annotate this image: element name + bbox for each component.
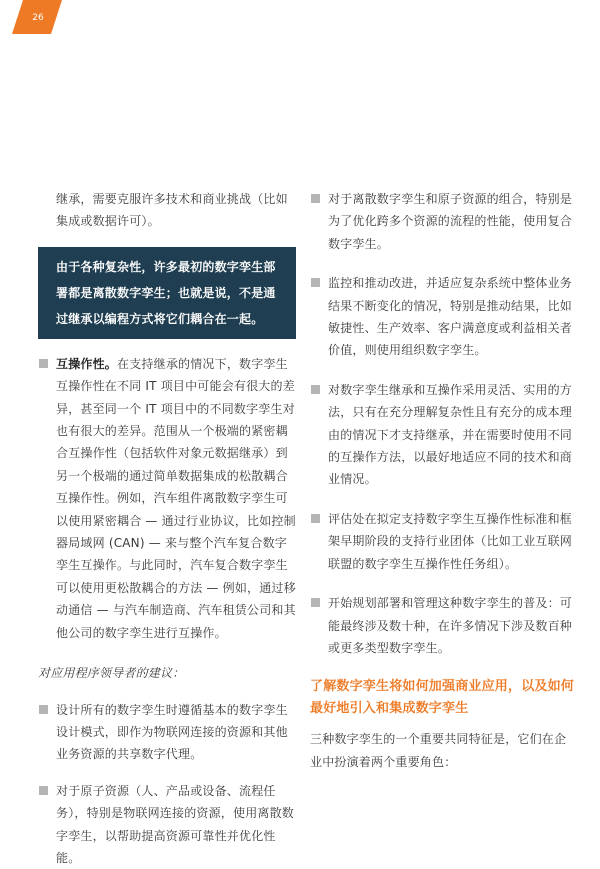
bullet-square-icon xyxy=(39,786,48,795)
interop-text: 在支持继承的情况下，数字孪生互操作性在不同 IT 项目中可能会有很大的差异，甚至同一个 IT 项目中的不同数字孪生对也有很大的差异。范围从一个极端的紧密耦合互操作性（包括软件对象元数据继承）到另一个极端的通过简单数据集成的松散耦合互操作性。例如，汽车组件离散数字孪生可以使用紧密耦合 — 通过行业协议，比如控制器局域网 (CAN) — 来与整个汽车复合数字孪生互操作。与此同时，汽车复合数字孪生可以使用更松散耦合的方法 — 例如，通过移动通信 — 与汽车制造商、汽车租赁公司和其他公司的数字孪生进行互操作。 xyxy=(56,356,296,640)
list-item-text: 开始规划部署和管理这种数字孪生的普及：可能最终涉及数十种，在许多情况下涉及数百种或更多类型数字孪生。 xyxy=(328,596,573,655)
bullet-square-icon xyxy=(311,278,320,287)
list-item xyxy=(310,272,574,362)
section-heading: 了解数字孪生将如何加强商业应用，以及如何最好地引入和集成数字孪生 xyxy=(310,679,575,717)
bullet-square-icon xyxy=(311,194,320,203)
list-item-text: 评估处在拟定支持数字孪生互操作性标准和框架早期阶段的支持行业团体（比如工业互联网联盟的数字孪生互操作性任务组）。 xyxy=(328,511,573,571)
recommendation-heading: 对应用程序领导者的建议： xyxy=(38,666,185,681)
list-item xyxy=(310,592,574,659)
interoperability-item xyxy=(38,353,296,644)
right-column xyxy=(310,188,574,773)
bullet-square-icon xyxy=(39,705,48,714)
bullet-square-icon xyxy=(311,385,320,394)
left-column xyxy=(38,188,296,869)
intro-text: 三种数字孪生的一个重要共同特征是，它们在企业中扮演着两个重要角色： xyxy=(310,732,567,769)
list-item xyxy=(310,379,574,491)
list-item-text: 对数字孪生继承和互操作采用灵活、实用的方法，只有在充分理解复杂性且有充分的成本理由的情况下才支持继承，并在需要时使用不同的互操作方法，以最好地适应不同的技术和商业情况。 xyxy=(328,382,573,487)
list-item xyxy=(310,188,574,255)
list-item xyxy=(38,699,296,766)
bullet-square-icon xyxy=(39,359,48,368)
list-item xyxy=(38,780,296,869)
callout-box xyxy=(38,247,296,339)
list-item-text: 对于原子资源（人、产品或设备、流程任务），特别是物联网连接的资源，使用离散数字孪生，以帮助提高资源可靠性并优化性能。 xyxy=(56,783,295,865)
list-item-text: 监控和推动改进，并适应复杂系统中整体业务结果不断变化的情况，特别是推动结果，比如敏捷性、生产效率、客户满意度或利益相关者价值，则使用组织数字孪生。 xyxy=(328,276,573,358)
callout-text: 由于各种复杂性，许多最初的数字孪生部署都是离散数字孪生；也就是说，不是通过继承以编程方式将它们耦合在一起。 xyxy=(56,259,276,326)
list-item-text: 对于离散数字孪生和原子资源的组合，特别是为了优化跨多个资源的流程的性能，使用复合数字孪生。 xyxy=(328,192,573,251)
page-number: 26 xyxy=(32,13,44,23)
bullet-square-icon xyxy=(311,598,320,607)
continuation-text: 继承，需要克服许多技术和商业挑战（比如集成或数据许可）。 xyxy=(56,192,288,229)
interop-title: 互操作性。 xyxy=(56,356,118,371)
list-item xyxy=(310,508,574,575)
bullet-square-icon xyxy=(311,514,320,523)
list-item-text: 设计所有的数字孪生时遵循基本的数字孪生设计模式，即作为物联网连接的资源和其他业务资源的共享数字代理。 xyxy=(56,702,288,762)
